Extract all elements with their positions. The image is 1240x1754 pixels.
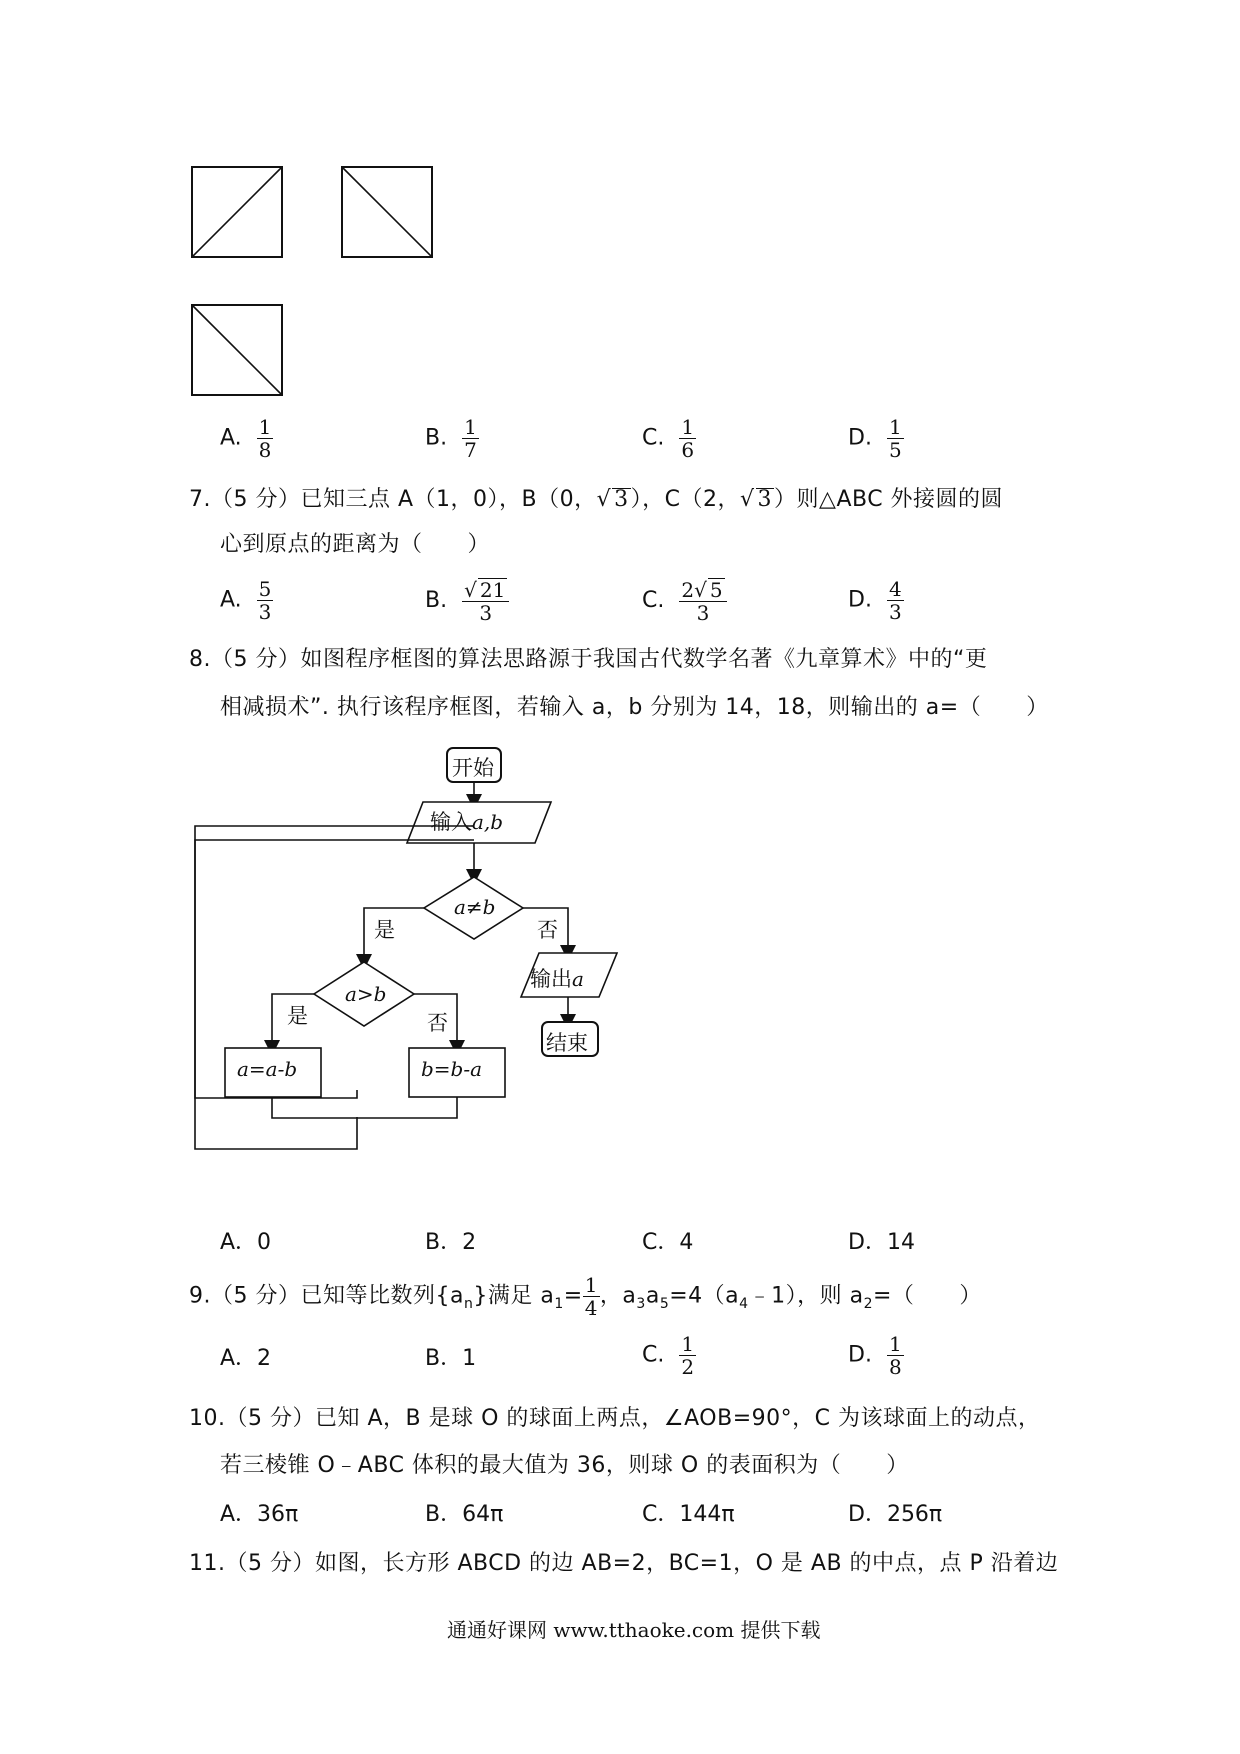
square-2-diagonal bbox=[342, 167, 432, 257]
merge-line bbox=[272, 1097, 457, 1118]
denominator: 3 bbox=[258, 600, 272, 624]
q7-option-a bbox=[220, 578, 273, 623]
output-prefix: 输出 bbox=[530, 967, 572, 991]
numerator bbox=[462, 578, 509, 602]
q7-option-d bbox=[848, 578, 904, 623]
numerator: 1 bbox=[584, 1273, 598, 1297]
numerator: 1 bbox=[258, 415, 272, 439]
denominator: 3 bbox=[888, 600, 902, 624]
flow-start-label: 开始 bbox=[452, 756, 494, 780]
q9-option-c bbox=[642, 1333, 696, 1378]
fraction bbox=[887, 578, 904, 623]
numerator: 1 bbox=[888, 1332, 902, 1356]
fraction bbox=[462, 416, 479, 461]
numerator: 1 bbox=[888, 415, 902, 439]
flow-end-label: 结束 bbox=[546, 1031, 588, 1055]
q8-line1: 8.（5 分）如图程序框图的算法思路源于我国古代数学名著《九章算术》中的“更 bbox=[189, 647, 988, 672]
denominator: 8 bbox=[888, 1355, 902, 1379]
denominator: 4 bbox=[584, 1296, 598, 1320]
sqrt-radicand: 5 bbox=[709, 578, 723, 602]
cond2-no-label: 否 bbox=[427, 1011, 448, 1035]
option-label: A. bbox=[220, 425, 242, 451]
input-prefix: 输入 bbox=[430, 810, 472, 834]
sqrt-radicand: 21 bbox=[479, 578, 506, 602]
option-label: D. bbox=[848, 587, 872, 613]
subscript: n bbox=[463, 1295, 474, 1312]
q6-option-b bbox=[425, 416, 479, 461]
flow-cond1-label: a≠b bbox=[454, 895, 496, 919]
q7-text-a: 7.（5 分）已知三点 A（1，0），B（0， bbox=[189, 487, 597, 512]
q9-text-4: ，a bbox=[599, 1283, 637, 1309]
sqrt-sign: √ bbox=[740, 487, 755, 512]
cond2-yes-label: 是 bbox=[287, 1004, 308, 1028]
fraction bbox=[257, 416, 274, 461]
q10-option-c: C．144π bbox=[642, 1502, 735, 1527]
option-label: A. bbox=[220, 587, 242, 613]
fraction bbox=[887, 1333, 904, 1378]
input-vars: a,b bbox=[472, 810, 504, 834]
sqrt-sign: √ bbox=[464, 578, 477, 602]
q9-text-6: =4（a bbox=[669, 1283, 740, 1309]
q6-option-d bbox=[848, 416, 904, 461]
q8-option-a: A．0 bbox=[220, 1230, 272, 1255]
option-label: D. bbox=[848, 425, 872, 451]
sqrt-sign: √ bbox=[596, 487, 612, 512]
q9-option-b: B．1 bbox=[425, 1346, 477, 1371]
numerator bbox=[679, 578, 726, 602]
q9-text-3: = bbox=[563, 1283, 583, 1309]
q10-line2: 若三棱锥 O﹣ABC 体积的最大值为 36，则球 O 的表面积为（ ） bbox=[220, 1453, 909, 1478]
subscript: 2 bbox=[863, 1295, 873, 1312]
numerator: 5 bbox=[258, 577, 272, 601]
denominator: 5 bbox=[888, 438, 902, 462]
q6-option-c bbox=[642, 416, 696, 461]
fraction bbox=[679, 1333, 696, 1378]
q10-option-d: D．256π bbox=[848, 1502, 943, 1527]
q9-line1 bbox=[189, 1274, 982, 1319]
numerator: 1 bbox=[681, 1332, 695, 1356]
denominator: 7 bbox=[464, 438, 477, 462]
q10-line1: 10.（5 分）已知 A，B 是球 O 的球面上两点，∠AOB=90°，C 为该球面上的动点， bbox=[189, 1406, 1041, 1431]
option-label: D. bbox=[848, 1342, 872, 1368]
q6-squares-svg bbox=[0, 0, 480, 420]
fraction bbox=[679, 578, 726, 624]
fraction bbox=[462, 578, 509, 624]
fraction bbox=[679, 416, 696, 461]
q7-option-c bbox=[642, 578, 727, 624]
numerator: 1 bbox=[464, 415, 477, 439]
denominator: 6 bbox=[681, 438, 695, 462]
output-var: a bbox=[572, 967, 584, 991]
square-3-diagonal bbox=[192, 305, 282, 395]
option-label: B. bbox=[425, 425, 448, 451]
option-label: B. bbox=[425, 588, 448, 613]
q9-text-7: ﹣1），则 a bbox=[748, 1283, 864, 1309]
subscript: 1 bbox=[554, 1295, 564, 1312]
coefficient: 2 bbox=[681, 578, 695, 602]
page-footer: 通通好课网 www.tthaoke.com 提供下载 bbox=[447, 1618, 821, 1642]
q7-line2: 心到原点的距离为（ ） bbox=[220, 532, 491, 557]
q7-option-b bbox=[425, 578, 509, 624]
sqrt-radicand: 3 bbox=[757, 487, 773, 512]
option-label: C. bbox=[642, 588, 665, 613]
q9-option-d bbox=[848, 1333, 904, 1378]
flow-output-label bbox=[530, 963, 584, 993]
sqrt-radicand: 3 bbox=[614, 487, 629, 512]
fraction bbox=[257, 578, 274, 623]
q9-option-a: A．2 bbox=[220, 1346, 272, 1371]
denominator: 3 bbox=[479, 601, 493, 625]
q9-text-2: }满足 a bbox=[473, 1283, 555, 1309]
subscript: 5 bbox=[659, 1295, 670, 1312]
flow-input-label bbox=[430, 806, 503, 836]
q7-text-c: ）则△ABC 外接圆的圆 bbox=[774, 487, 1004, 512]
cond1-yes-label: 是 bbox=[374, 918, 395, 942]
q6-option-a bbox=[220, 416, 273, 461]
q9-text-1: 9.（5 分）已知等比数列{a bbox=[189, 1283, 464, 1309]
numerator: 4 bbox=[888, 577, 902, 601]
q8-option-b: B．2 bbox=[425, 1230, 477, 1255]
flow-cond2-label: a>b bbox=[345, 982, 387, 1006]
option-label: C. bbox=[642, 1342, 665, 1368]
q8-line2: 相减损术”. 执行该程序框图，若输入 a，b 分别为 14，18，则输出的 a=（ ） bbox=[220, 695, 1049, 720]
q10-option-a: A．36π bbox=[220, 1502, 299, 1527]
q7-line1 bbox=[189, 485, 1003, 515]
fraction bbox=[583, 1274, 600, 1319]
numerator: 1 bbox=[681, 415, 695, 439]
fraction bbox=[887, 416, 904, 461]
denominator: 2 bbox=[681, 1355, 695, 1379]
denominator: 3 bbox=[696, 601, 710, 625]
flow-box-a-label: a=a-b bbox=[237, 1057, 298, 1081]
q9-text-8: =（ ） bbox=[872, 1283, 982, 1309]
denominator: 8 bbox=[258, 438, 272, 462]
subscript: 4 bbox=[739, 1295, 749, 1312]
sqrt-sign: √ bbox=[694, 578, 707, 602]
cond1-no-label: 否 bbox=[537, 918, 558, 942]
q11-line1: 11.（5 分）如图，长方形 ABCD 的边 AB=2，BC=1，O 是 AB 的中点，点 P 沿着边 bbox=[189, 1551, 1059, 1576]
q8-option-d: D．14 bbox=[848, 1230, 915, 1255]
q8-option-c: C．4 bbox=[642, 1230, 694, 1255]
q7-text-b: ），C（2， bbox=[630, 487, 740, 512]
q10-option-b: B．64π bbox=[425, 1502, 504, 1527]
flow-box-b-label: b=b-a bbox=[421, 1057, 483, 1081]
option-label: C. bbox=[642, 425, 665, 451]
subscript: 3 bbox=[636, 1295, 646, 1312]
square-1-diagonal bbox=[192, 167, 282, 257]
q9-text-5: a bbox=[645, 1283, 660, 1309]
